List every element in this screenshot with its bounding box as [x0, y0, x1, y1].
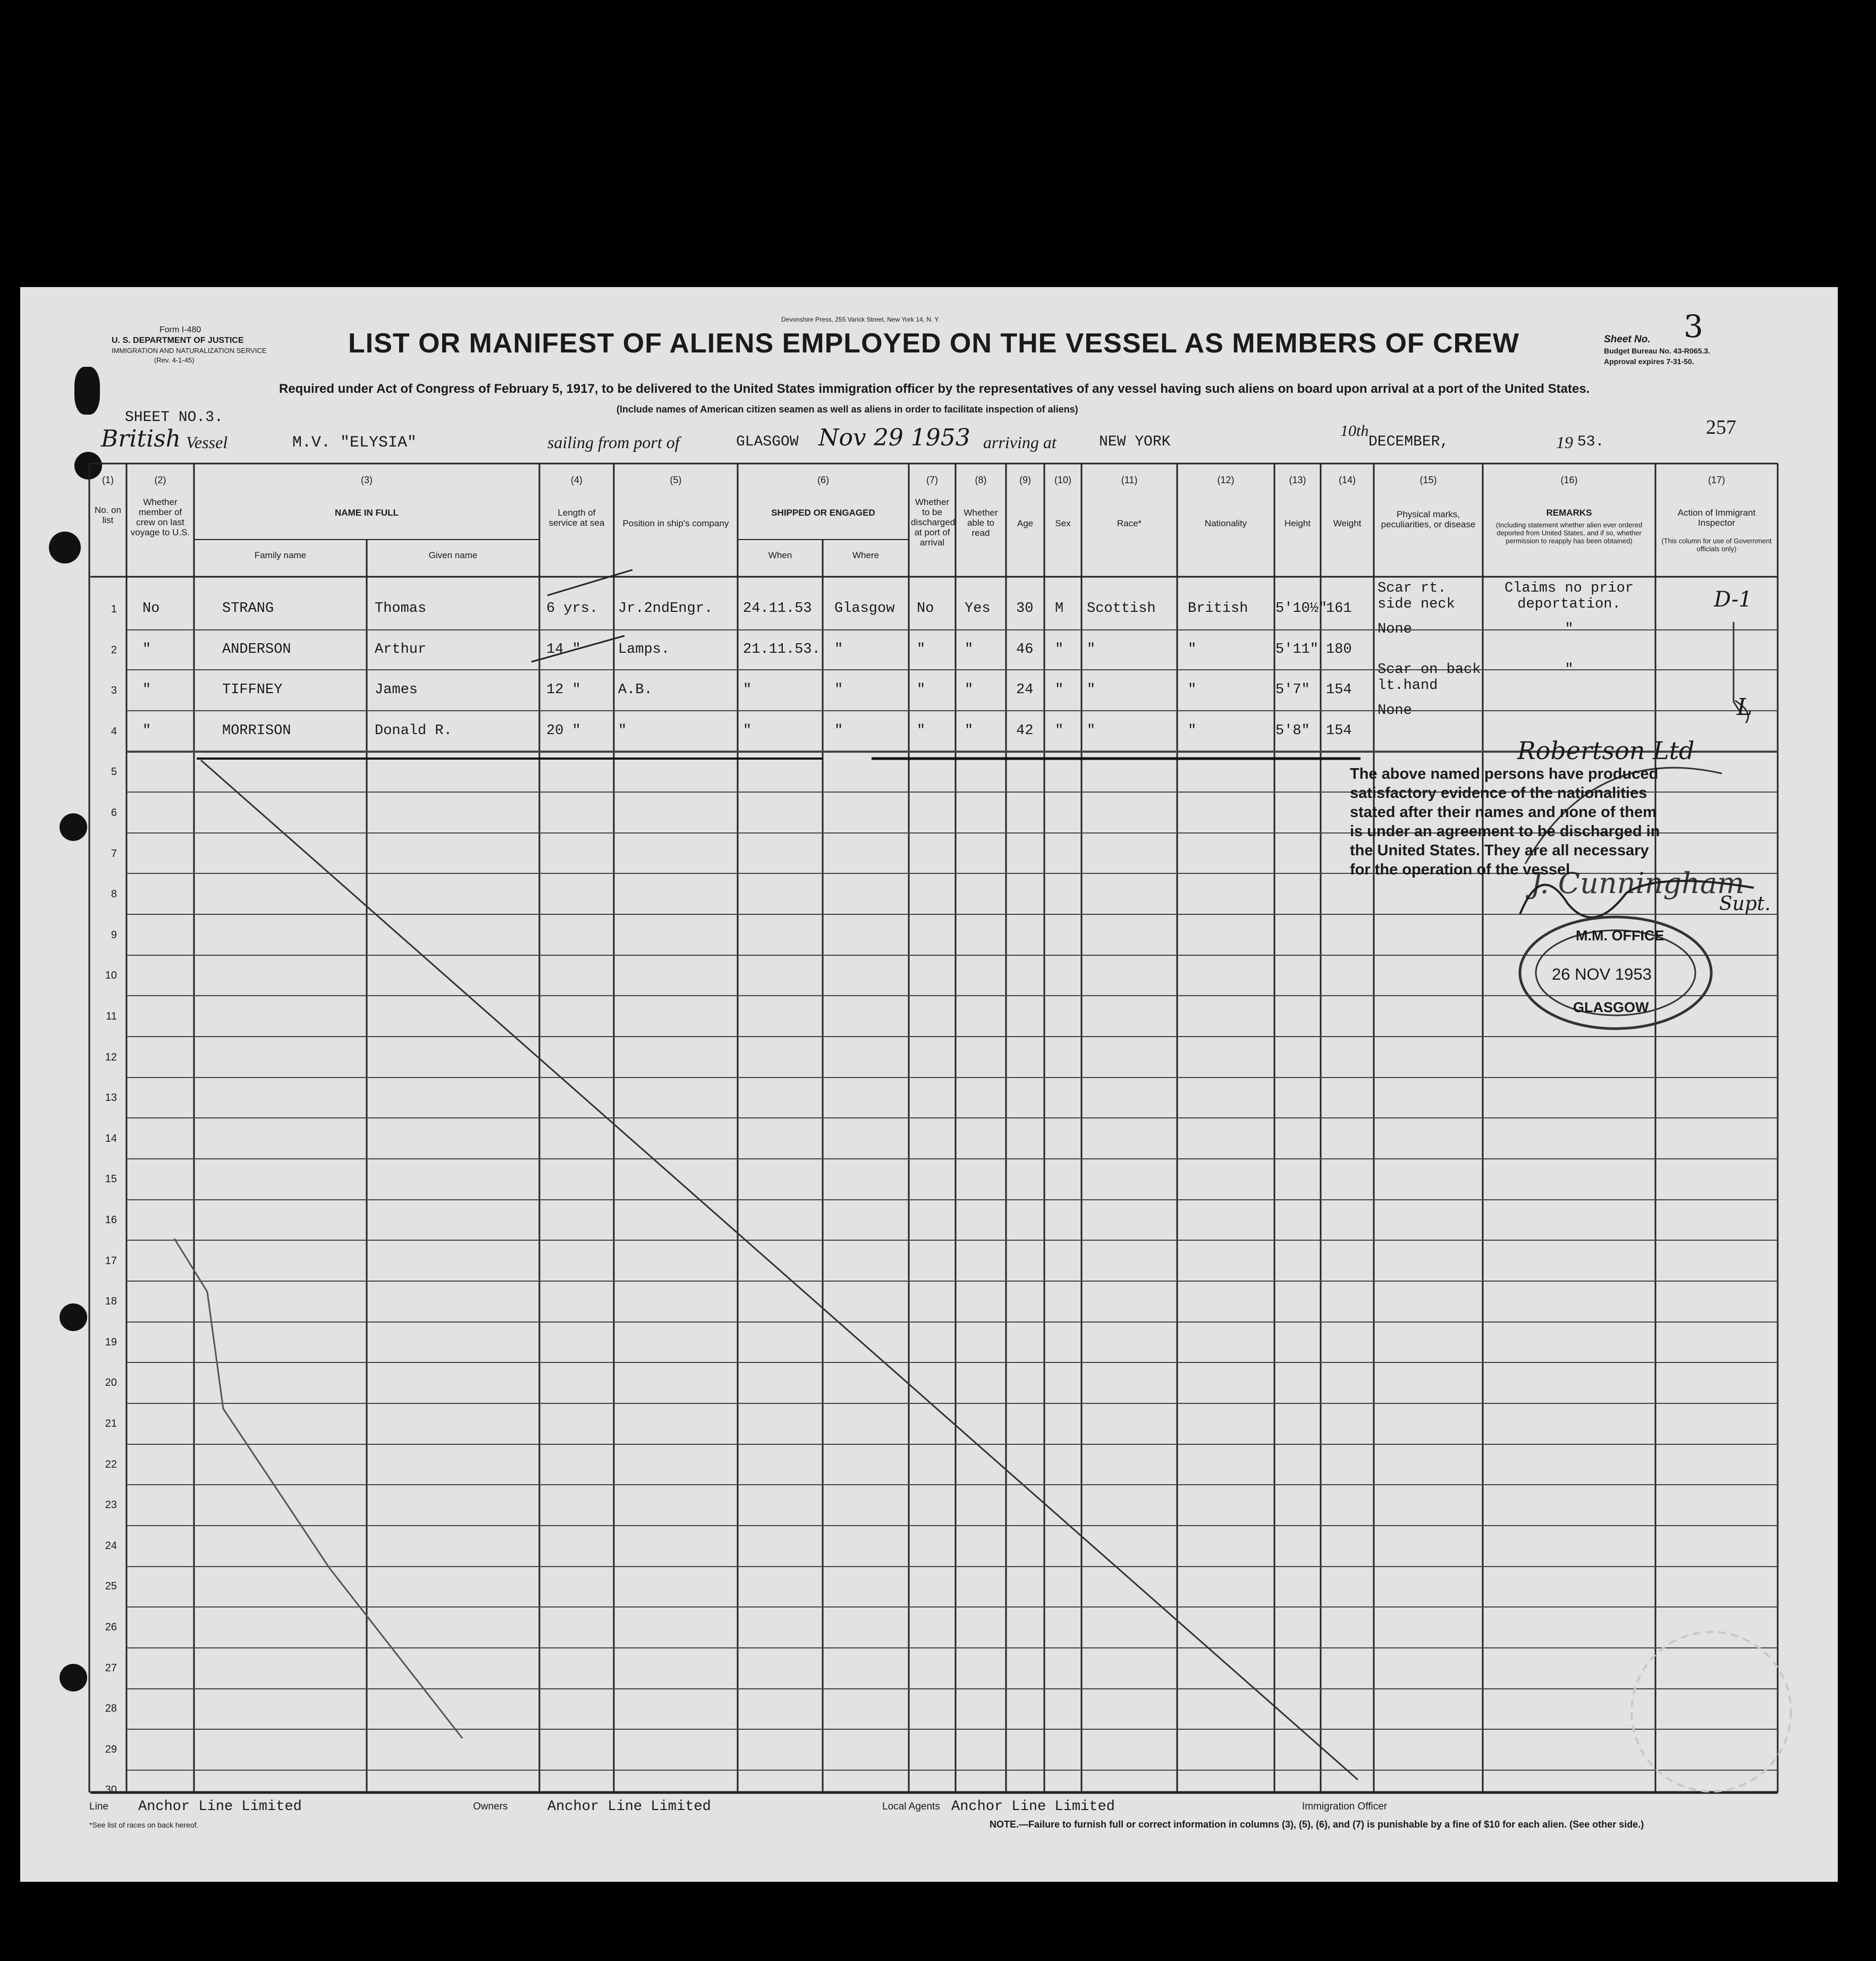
row-number: 30 [105, 1784, 117, 1796]
family-name-cell: ANDERSON [222, 641, 291, 658]
col-head-last-voyage: Whether member of crew on last voyage to U.S. [130, 497, 190, 537]
arrival-month: DECEMBER, [1368, 434, 1449, 450]
colnum-7: (7) [926, 475, 938, 485]
col-head-no: No. on list [94, 505, 122, 525]
service-cell: 6 yrs. [546, 601, 598, 617]
form-number: Form I-480 [159, 325, 201, 334]
colnum-8: (8) [975, 475, 987, 485]
sheet-no-typed: SHEET NO.3. [125, 409, 223, 426]
discharged-cell: " [917, 641, 926, 658]
colnum-9: (9) [1019, 475, 1031, 485]
col-head-shipped: SHIPPED OR ENGAGED [771, 508, 875, 518]
col-head-remarks: REMARKS [1546, 508, 1592, 518]
row-number: 8 [111, 888, 117, 900]
row-number: 26 [105, 1621, 117, 1633]
sail-date-handwritten: Nov 29 1953 [818, 424, 970, 451]
row-number: 25 [105, 1580, 117, 1593]
departure-port: GLASGOW [736, 434, 799, 450]
inspector-mark: D-1 [1714, 587, 1752, 612]
colnum-16: (16) [1560, 475, 1578, 485]
sex-cell: " [1055, 722, 1064, 739]
physical-marks-cell: Scar on back lt.hand [1378, 662, 1481, 694]
race-cell: " [1087, 641, 1096, 658]
col-head-discharged: Whether to be discharged at port of arrival [911, 497, 956, 548]
weight-cell: 154 [1326, 682, 1352, 698]
footer-owners-label: Owners [473, 1801, 508, 1812]
given-name-cell: James [375, 682, 418, 698]
able-to-read-cell: " [965, 722, 974, 739]
row-number: 20 [105, 1377, 117, 1389]
shipped-when-cell: " [743, 722, 752, 739]
last-voyage-cell: " [142, 641, 151, 658]
family-name-cell: MORRISON [222, 722, 291, 739]
cert-line: satisfactory evidence of the nationalities [1350, 785, 1647, 802]
shipped-when-cell: 24.11.53 [743, 601, 812, 617]
row-number: 2 [111, 644, 117, 656]
row-number: 7 [111, 847, 117, 860]
row-number: 21 [105, 1418, 117, 1429]
footer-races-note: *See list of races on back hereof. [89, 1821, 199, 1829]
col-head-age: Age [1017, 518, 1034, 528]
weight-cell: 161 [1326, 601, 1352, 617]
last-voyage-cell: " [142, 682, 151, 698]
sheet-label: Sheet No. [1604, 334, 1651, 345]
cert-line: is under an agreement to be discharged in [1350, 823, 1660, 840]
race-cell: " [1087, 682, 1096, 698]
position-cell: Jr.2ndEngr. [618, 601, 713, 617]
col-head-height: Height [1284, 518, 1311, 528]
row-number: 9 [111, 929, 117, 941]
shipped-when-cell: " [743, 682, 752, 698]
row-number: 24 [105, 1539, 117, 1552]
department: U. S. DEPARTMENT OF JUSTICE [112, 336, 244, 345]
service-cell: 14 " [546, 641, 581, 658]
shipped-where-cell: " [834, 641, 843, 658]
height-cell: 5'7" [1275, 682, 1310, 698]
row-number: 16 [105, 1214, 117, 1226]
remarks-cell: " [1565, 662, 1574, 678]
revision: (Rev. 4-1-45) [154, 356, 195, 364]
col-head-marks: Physical marks, peculiarities, or disease [1381, 509, 1476, 529]
age-cell: 24 [1016, 682, 1034, 698]
col-head-when: When [768, 550, 792, 560]
footer-line-label: Line [89, 1801, 108, 1812]
physical-marks-cell: None [1378, 621, 1412, 637]
footer-owners-value: Anchor Line Limited [547, 1799, 711, 1815]
colnum-6: (6) [817, 475, 829, 485]
given-name-cell: Thomas [375, 601, 427, 617]
vessel-name: M.V. "ELYSIA" [292, 434, 417, 452]
col-head-race: Race* [1117, 518, 1142, 528]
colnum-11: (11) [1121, 475, 1138, 485]
sailing-label: sailing from port of [547, 433, 680, 452]
col-head-family: Family name [254, 550, 307, 560]
arrival-port: NEW YORK [1099, 434, 1171, 450]
inspector-mark-2: L [1737, 694, 1753, 721]
sex-cell: " [1055, 682, 1064, 698]
height-cell: 5'8" [1275, 722, 1310, 739]
shipped-where-cell: " [834, 722, 843, 739]
row-number: 22 [105, 1458, 117, 1470]
year-prefix: 19 [1556, 433, 1573, 452]
row-number: 6 [111, 807, 117, 819]
row-number: 10 [105, 970, 117, 982]
able-to-read-cell: Yes [965, 601, 991, 617]
row-number: 14 [105, 1132, 117, 1144]
col-head-weight: Weight [1333, 518, 1362, 528]
cert-line: stated after their names and none of them [1350, 804, 1657, 821]
shipped-where-cell: " [834, 682, 843, 698]
vessel-label: Vessel [186, 433, 228, 452]
colnum-4: (4) [571, 475, 582, 485]
row-number: 4 [111, 725, 117, 737]
col-head-position: Position in ship's company [622, 518, 729, 528]
sex-cell: " [1055, 641, 1064, 658]
colnum-10: (10) [1054, 475, 1071, 485]
row-number: 18 [105, 1295, 117, 1308]
footer-agents-label: Local Agents [882, 1801, 940, 1812]
position-cell: " [618, 722, 627, 739]
colnum-3: (3) [361, 475, 373, 485]
given-name-cell: Donald R. [375, 722, 452, 739]
row-number: 12 [105, 1051, 117, 1063]
col-head-given: Given name [428, 550, 478, 560]
colnum-15: (15) [1419, 475, 1437, 485]
age-cell: 30 [1016, 601, 1034, 617]
remarks-cell: " [1565, 621, 1574, 637]
colnum-13: (13) [1289, 475, 1306, 485]
col-head-inspector: Action of Immigrant Inspector [1677, 508, 1756, 528]
col-head-name: NAME IN FULL [335, 508, 399, 518]
row-number: 17 [105, 1255, 117, 1267]
signature-company: Robertson Ltd [1517, 736, 1695, 765]
physical-marks-cell: Scar rt. side neck [1378, 580, 1455, 612]
row-number: 15 [105, 1173, 117, 1185]
signature-title: Supt. [1719, 893, 1771, 915]
printer-line: Devonshire Press, 255 Varick Street, New York 14, N. Y. [781, 316, 940, 323]
remarks-cell: Claims no prior deportation. [1504, 580, 1634, 612]
able-to-read-cell: " [965, 682, 974, 698]
row-number: 19 [105, 1336, 117, 1348]
nationality-cell: " [1188, 682, 1197, 698]
arriving-label: arriving at [983, 433, 1057, 452]
position-cell: Lamps. [618, 641, 670, 658]
page-number: 257 [1706, 416, 1736, 439]
row-number: 5 [111, 766, 117, 778]
discharged-cell: " [917, 722, 926, 739]
col-head-service: Length of service at sea [548, 508, 605, 528]
service: IMMIGRATION AND NATURALIZATION SERVICE [112, 347, 267, 355]
col-head-inspector-note: (This column for use of Government officials only) [1661, 537, 1772, 553]
footer-note: NOTE.—Failure to furnish full or correct information in columns (3), (5), (6), and (7) is punishable by a fine of $10 for each alien. (See other side.) [990, 1819, 1644, 1830]
row-number: 23 [105, 1499, 117, 1511]
physical-marks-cell: None [1378, 702, 1412, 719]
arrival-day: 10th [1340, 422, 1369, 440]
approval: Approval expires 7-31-50. [1604, 357, 1694, 366]
last-voyage-cell: " [142, 722, 151, 739]
footer-agents-value: Anchor Line Limited [951, 1799, 1115, 1815]
sheet-number: 3 [1684, 308, 1703, 344]
col-head-remarks-note: (Including statement whether alien ever ordered deported from United States, and if so, whether permission to reapply has been obtained) [1495, 521, 1643, 545]
given-name-cell: Arthur [375, 641, 427, 658]
race-cell: " [1087, 722, 1096, 739]
height-cell: 5'11" [1275, 641, 1319, 658]
year-suffix: 53. [1577, 434, 1604, 450]
footer-officer-label: Immigration Officer [1302, 1801, 1388, 1812]
service-cell: 12 " [546, 682, 581, 698]
weight-cell: 154 [1326, 722, 1352, 739]
service-cell: 20 " [546, 722, 581, 739]
sex-cell: M [1055, 601, 1064, 617]
required-text: Required under Act of Congress of February 5, 1917, to be delivered to the United States immigration officer by the representatives of any vessel having such aliens on board upon arrival at a port of the United States. [279, 382, 1590, 396]
stamp-top: M.M. OFFICE [1576, 928, 1664, 944]
discharged-cell: No [917, 601, 934, 617]
row-number: 28 [105, 1703, 117, 1715]
family-name-cell: TIFFNEY [222, 682, 283, 698]
family-name-cell: STRANG [222, 601, 274, 617]
nationality-cell: " [1188, 722, 1197, 739]
row-number: 13 [105, 1092, 117, 1104]
col-head-sex: Sex [1055, 518, 1071, 528]
page-title: LIST OR MANIFEST OF ALIENS EMPLOYED ON THE VESSEL AS MEMBERS OF CREW [348, 328, 1519, 359]
col-head-read: Whether able to read [964, 508, 998, 538]
cert-line: the United States. They are all necessary [1350, 842, 1649, 859]
signature: J. Cunningham [1531, 866, 1745, 900]
include-text: (Include names of American citizen seamen as well as aliens in order to facilitate inspection of aliens) [616, 404, 1078, 415]
nationality-cell: " [1188, 641, 1197, 658]
colnum-14: (14) [1338, 475, 1356, 485]
nationality-cell: British [1188, 601, 1248, 617]
race-cell: Scottish [1087, 601, 1156, 617]
discharged-cell: " [917, 682, 926, 698]
row-number: 3 [111, 685, 117, 697]
height-cell: 5'10½" [1275, 601, 1328, 617]
weight-cell: 180 [1326, 641, 1352, 658]
stamp-date: 26 NOV 1953 [1552, 965, 1652, 983]
age-cell: 42 [1016, 722, 1034, 739]
row-number: 27 [105, 1662, 117, 1674]
certification-text [1350, 764, 1660, 879]
budget-bureau: Budget Bureau No. 43-R065.3. [1604, 347, 1710, 355]
colnum-2: (2) [154, 475, 166, 485]
colnum-12: (12) [1217, 475, 1235, 485]
able-to-read-cell: " [965, 641, 974, 658]
colnum-5: (5) [670, 475, 682, 485]
footer-line-value: Anchor Line Limited [138, 1799, 302, 1815]
colnum-17: (17) [1708, 475, 1725, 485]
row-number: 1 [111, 603, 117, 615]
shipped-when-cell: 21.11.53. [743, 641, 821, 658]
col-head-where: Where [852, 550, 880, 560]
cert-line: for the operation of the vessel [1350, 861, 1570, 878]
stamp-bottom: GLASGOW [1573, 999, 1649, 1015]
row-number: 29 [105, 1743, 117, 1755]
col-head-nationality: Nationality [1204, 518, 1247, 528]
colnum-1: (1) [102, 475, 114, 485]
row-number: 11 [106, 1011, 117, 1022]
age-cell: 46 [1016, 641, 1034, 658]
cert-line: The above named persons have produced [1350, 765, 1659, 782]
position-cell: A.B. [618, 682, 653, 698]
shipped-where-cell: Glasgow [834, 601, 895, 617]
flag-handwritten: British [101, 425, 181, 452]
last-voyage-cell: No [142, 601, 160, 617]
